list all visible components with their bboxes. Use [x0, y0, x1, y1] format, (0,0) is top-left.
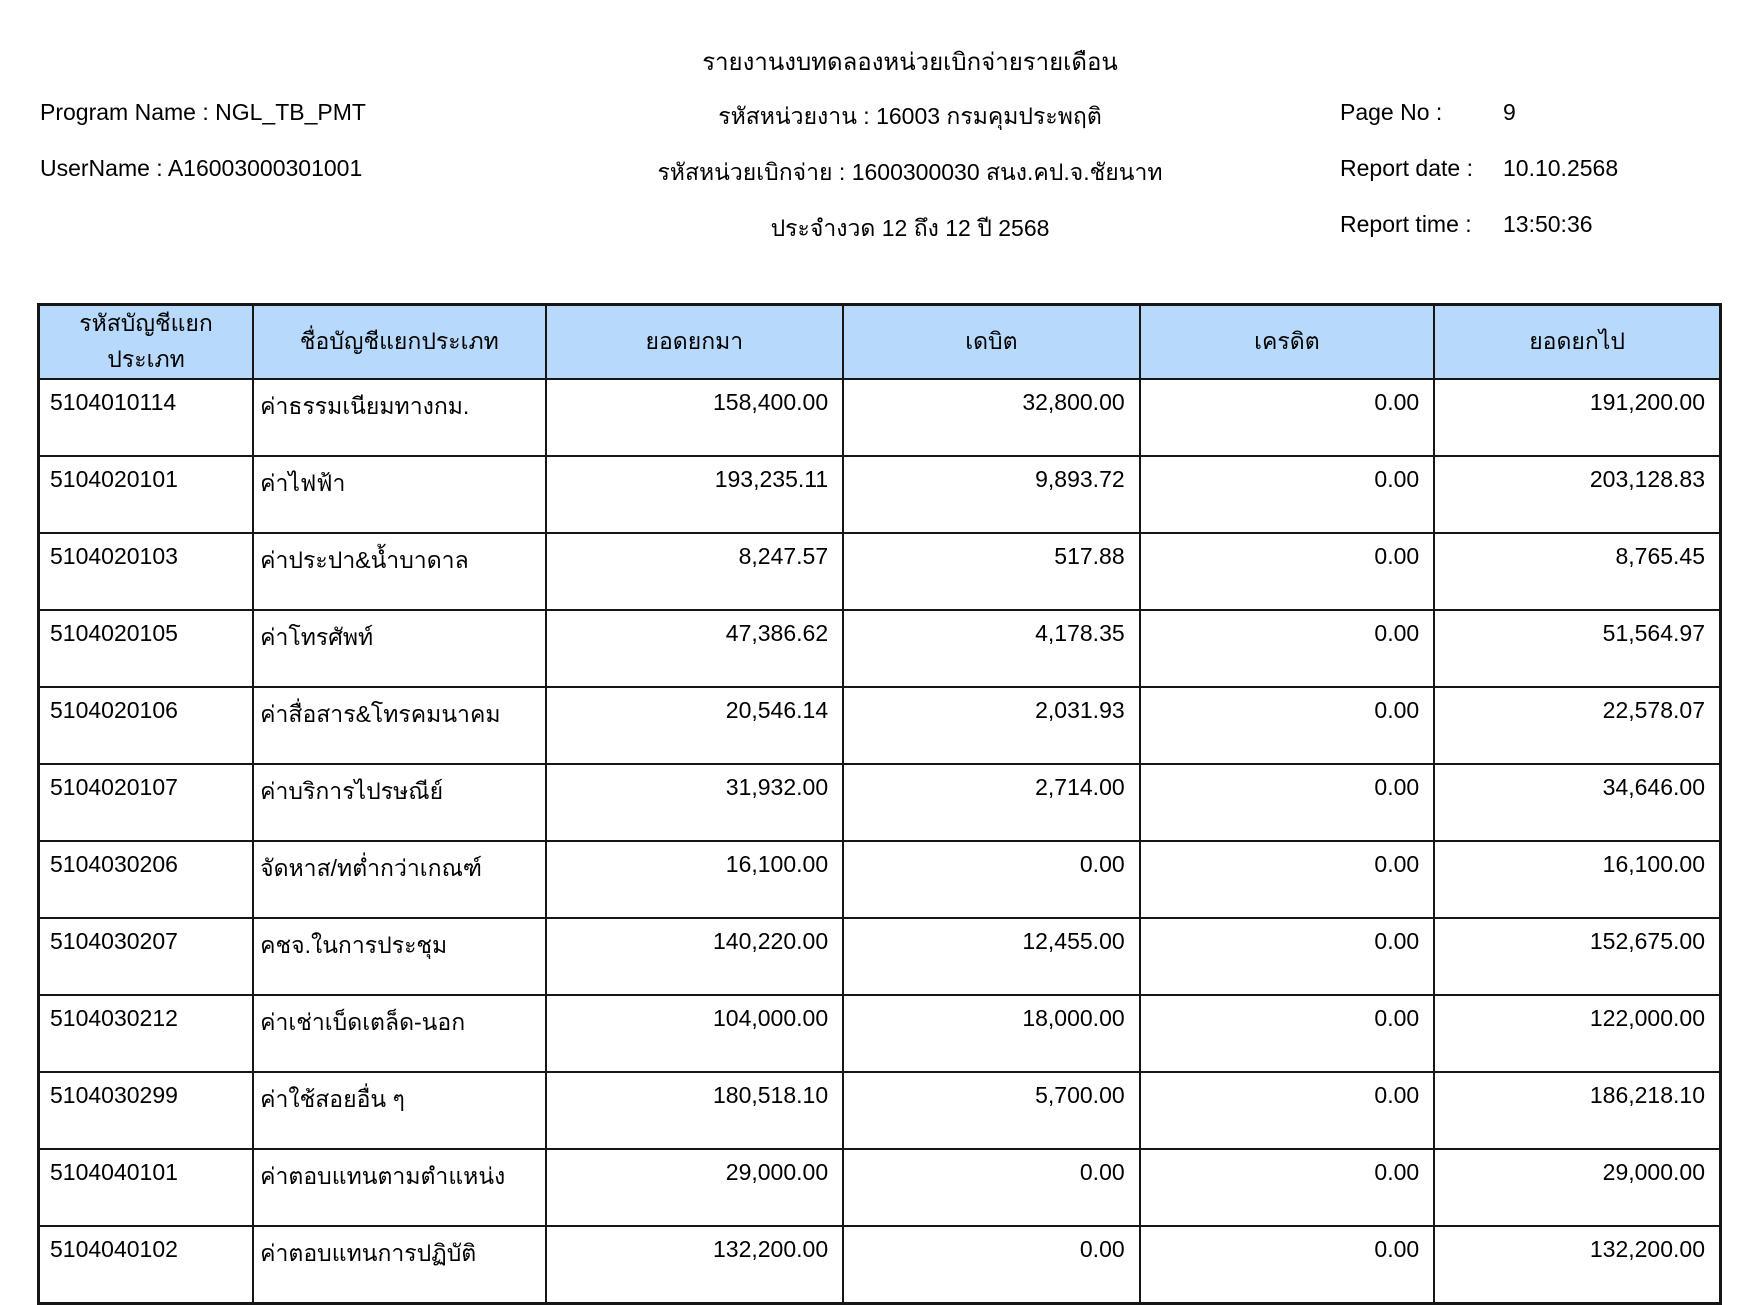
- credit-cell: 0.00: [1140, 995, 1435, 1072]
- account-name-cell: ค่าตอบแทนการปฏิบัติ: [253, 1226, 545, 1304]
- page-title: รายงานงบทดลองหน่วยเบิกจ่ายรายเดือน: [702, 49, 1118, 76]
- table-row: [39, 995, 1721, 1072]
- account-code-cell: 5104040102: [39, 1226, 254, 1304]
- disbursement-unit-line: รหัสหน่วยเบิกจ่าย : 1600300030 สนง.คป.จ.ชัยนาท: [657, 159, 1163, 185]
- debit-cell: 9,893.72: [843, 456, 1140, 533]
- credit-cell: 0.00: [1140, 610, 1435, 687]
- carry-forward-out-cell: 203,128.83: [1434, 456, 1720, 533]
- debit-cell: 12,455.00: [843, 918, 1140, 995]
- carry-forward-in-cell: 16,100.00: [546, 841, 844, 918]
- program-name-value: NGL_TB_PMT: [215, 99, 366, 125]
- debit-cell: 5,700.00: [843, 1072, 1140, 1149]
- trial-balance-table: [37, 303, 1722, 1305]
- credit-cell: 0.00: [1140, 1149, 1435, 1226]
- credit-cell: 0.00: [1140, 841, 1435, 918]
- table-row: [39, 841, 1721, 918]
- carry-forward-in-cell: 47,386.62: [546, 610, 844, 687]
- account-code-cell: 5104030206: [39, 841, 254, 918]
- program-name-label: Program Name :: [40, 99, 209, 125]
- carry-forward-out-cell: 122,000.00: [1434, 995, 1720, 1072]
- account-code-cell: 5104020105: [39, 610, 254, 687]
- debit-cell: 2,714.00: [843, 764, 1140, 841]
- account-code-cell: 5104040101: [39, 1149, 254, 1226]
- carry-forward-in-cell: 193,235.11: [546, 456, 844, 533]
- credit-cell: 0.00: [1140, 1072, 1435, 1149]
- debit-cell: 0.00: [843, 1226, 1140, 1304]
- account-code-cell: 5104030299: [39, 1072, 254, 1149]
- debit-cell: 32,800.00: [843, 379, 1140, 456]
- account-name-cell: ค่าไฟฟ้า: [253, 456, 545, 533]
- credit-cell: 0.00: [1140, 687, 1435, 764]
- account-name-cell: ค่าสื่อสาร&โทรคมนาคม: [253, 687, 545, 764]
- credit-cell: 0.00: [1140, 379, 1435, 456]
- debit-cell: 2,031.93: [843, 687, 1140, 764]
- carry-forward-out-cell: 29,000.00: [1434, 1149, 1720, 1226]
- username-value: A16003000301001: [167, 155, 363, 181]
- table-row: [39, 918, 1721, 995]
- carry-forward-out-cell: 51,564.97: [1434, 610, 1720, 687]
- debit-cell: 0.00: [843, 1149, 1140, 1226]
- table-body: [39, 379, 1721, 1304]
- credit-cell: 0.00: [1140, 764, 1435, 841]
- account-code-cell: 5104010114: [39, 379, 254, 456]
- carry-forward-in-cell: 31,932.00: [546, 764, 844, 841]
- period-line: ประจำงวด 12 ถึง 12 ปี 2568: [770, 215, 1050, 241]
- carry-forward-in-cell: 180,518.10: [546, 1072, 844, 1149]
- credit-cell: 0.00: [1140, 533, 1435, 610]
- credit-cell: 0.00: [1140, 1226, 1435, 1304]
- account-code-cell: 5104030212: [39, 995, 254, 1072]
- carry-forward-in-cell: 140,220.00: [546, 918, 844, 995]
- account-name-cell: ค่าใช้สอยอื่น ๆ: [253, 1072, 545, 1149]
- carry-forward-in-cell: 29,000.00: [546, 1149, 844, 1226]
- account-code-cell: 5104020107: [39, 764, 254, 841]
- carry-forward-out-cell: 186,218.10: [1434, 1072, 1720, 1149]
- table-row: [39, 533, 1721, 610]
- carry-forward-out-cell: 22,578.07: [1434, 687, 1720, 764]
- report-date-label: Report date :: [1340, 155, 1473, 181]
- account-name-cell: ค่าโทรศัพท์: [253, 610, 545, 687]
- account-name-cell: ค่าเช่าเบ็ดเตล็ด-นอก: [253, 995, 545, 1072]
- credit-cell: 0.00: [1140, 456, 1435, 533]
- account-code-cell: 5104020106: [39, 687, 254, 764]
- carry-forward-out-cell: 16,100.00: [1434, 841, 1720, 918]
- debit-cell: 18,000.00: [843, 995, 1140, 1072]
- carry-forward-out-cell: 152,675.00: [1434, 918, 1720, 995]
- program-name-line: [40, 99, 366, 126]
- carry-forward-out-cell: 8,765.45: [1434, 533, 1720, 610]
- page-no-label: Page No :: [1340, 99, 1443, 125]
- debit-cell: 4,178.35: [843, 610, 1140, 687]
- table-row: [39, 379, 1721, 456]
- col-header-carry-forward-out: ยอดยกไป: [1434, 305, 1720, 380]
- carry-forward-in-cell: 8,247.57: [546, 533, 844, 610]
- debit-cell: 517.88: [843, 533, 1140, 610]
- carry-forward-out-cell: 34,646.00: [1434, 764, 1720, 841]
- account-name-cell: ค่าธรรมเนียมทางกม.: [253, 379, 545, 456]
- table-row: [39, 456, 1721, 533]
- carry-forward-in-cell: 158,400.00: [546, 379, 844, 456]
- carry-forward-out-cell: 132,200.00: [1434, 1226, 1720, 1304]
- credit-cell: 0.00: [1140, 918, 1435, 995]
- table-row: [39, 764, 1721, 841]
- account-name-cell: ค่าบริการไปรษณีย์: [253, 764, 545, 841]
- account-name-cell: จัดหาส/ทต่ำกว่าเกณฑ์: [253, 841, 545, 918]
- col-header-carry-forward-in: ยอดยกมา: [546, 305, 844, 380]
- table-row: [39, 1226, 1721, 1304]
- account-name-cell: ค่าตอบแทนตามตำแหน่ง: [253, 1149, 545, 1226]
- username-line: [40, 155, 362, 182]
- table-row: [39, 1149, 1721, 1226]
- agency-code-line: รหัสหน่วยงาน : 16003 กรมคุมประพฤติ: [718, 103, 1102, 129]
- col-header-debit: เดบิต: [843, 305, 1140, 380]
- report-date-value: 10.10.2568: [1503, 155, 1619, 181]
- col-header-account-name: ชื่อบัญชีแยกประเภท: [253, 305, 545, 380]
- report-time-label: Report time :: [1340, 211, 1472, 237]
- carry-forward-in-cell: 20,546.14: [546, 687, 844, 764]
- account-name-cell: คชจ.ในการประชุม: [253, 918, 545, 995]
- account-code-cell: 5104030207: [39, 918, 254, 995]
- table-row: [39, 1072, 1721, 1149]
- carry-forward-in-cell: 104,000.00: [546, 995, 844, 1072]
- table-row: [39, 687, 1721, 764]
- report-time-value: 13:50:36: [1503, 211, 1593, 237]
- col-header-credit: เครดิต: [1140, 305, 1435, 380]
- debit-cell: 0.00: [843, 841, 1140, 918]
- col-header-account-code: รหัสบัญชีแยกประเภท: [39, 305, 254, 380]
- username-label: UserName :: [40, 155, 163, 181]
- account-name-cell: ค่าประปา&น้ำบาดาล: [253, 533, 545, 610]
- page-no-value: 9: [1503, 99, 1516, 125]
- account-code-cell: 5104020101: [39, 456, 254, 533]
- carry-forward-out-cell: 191,200.00: [1434, 379, 1720, 456]
- table-row: [39, 610, 1721, 687]
- carry-forward-in-cell: 132,200.00: [546, 1226, 844, 1304]
- table-header-row: [39, 305, 1721, 380]
- account-code-cell: 5104020103: [39, 533, 254, 610]
